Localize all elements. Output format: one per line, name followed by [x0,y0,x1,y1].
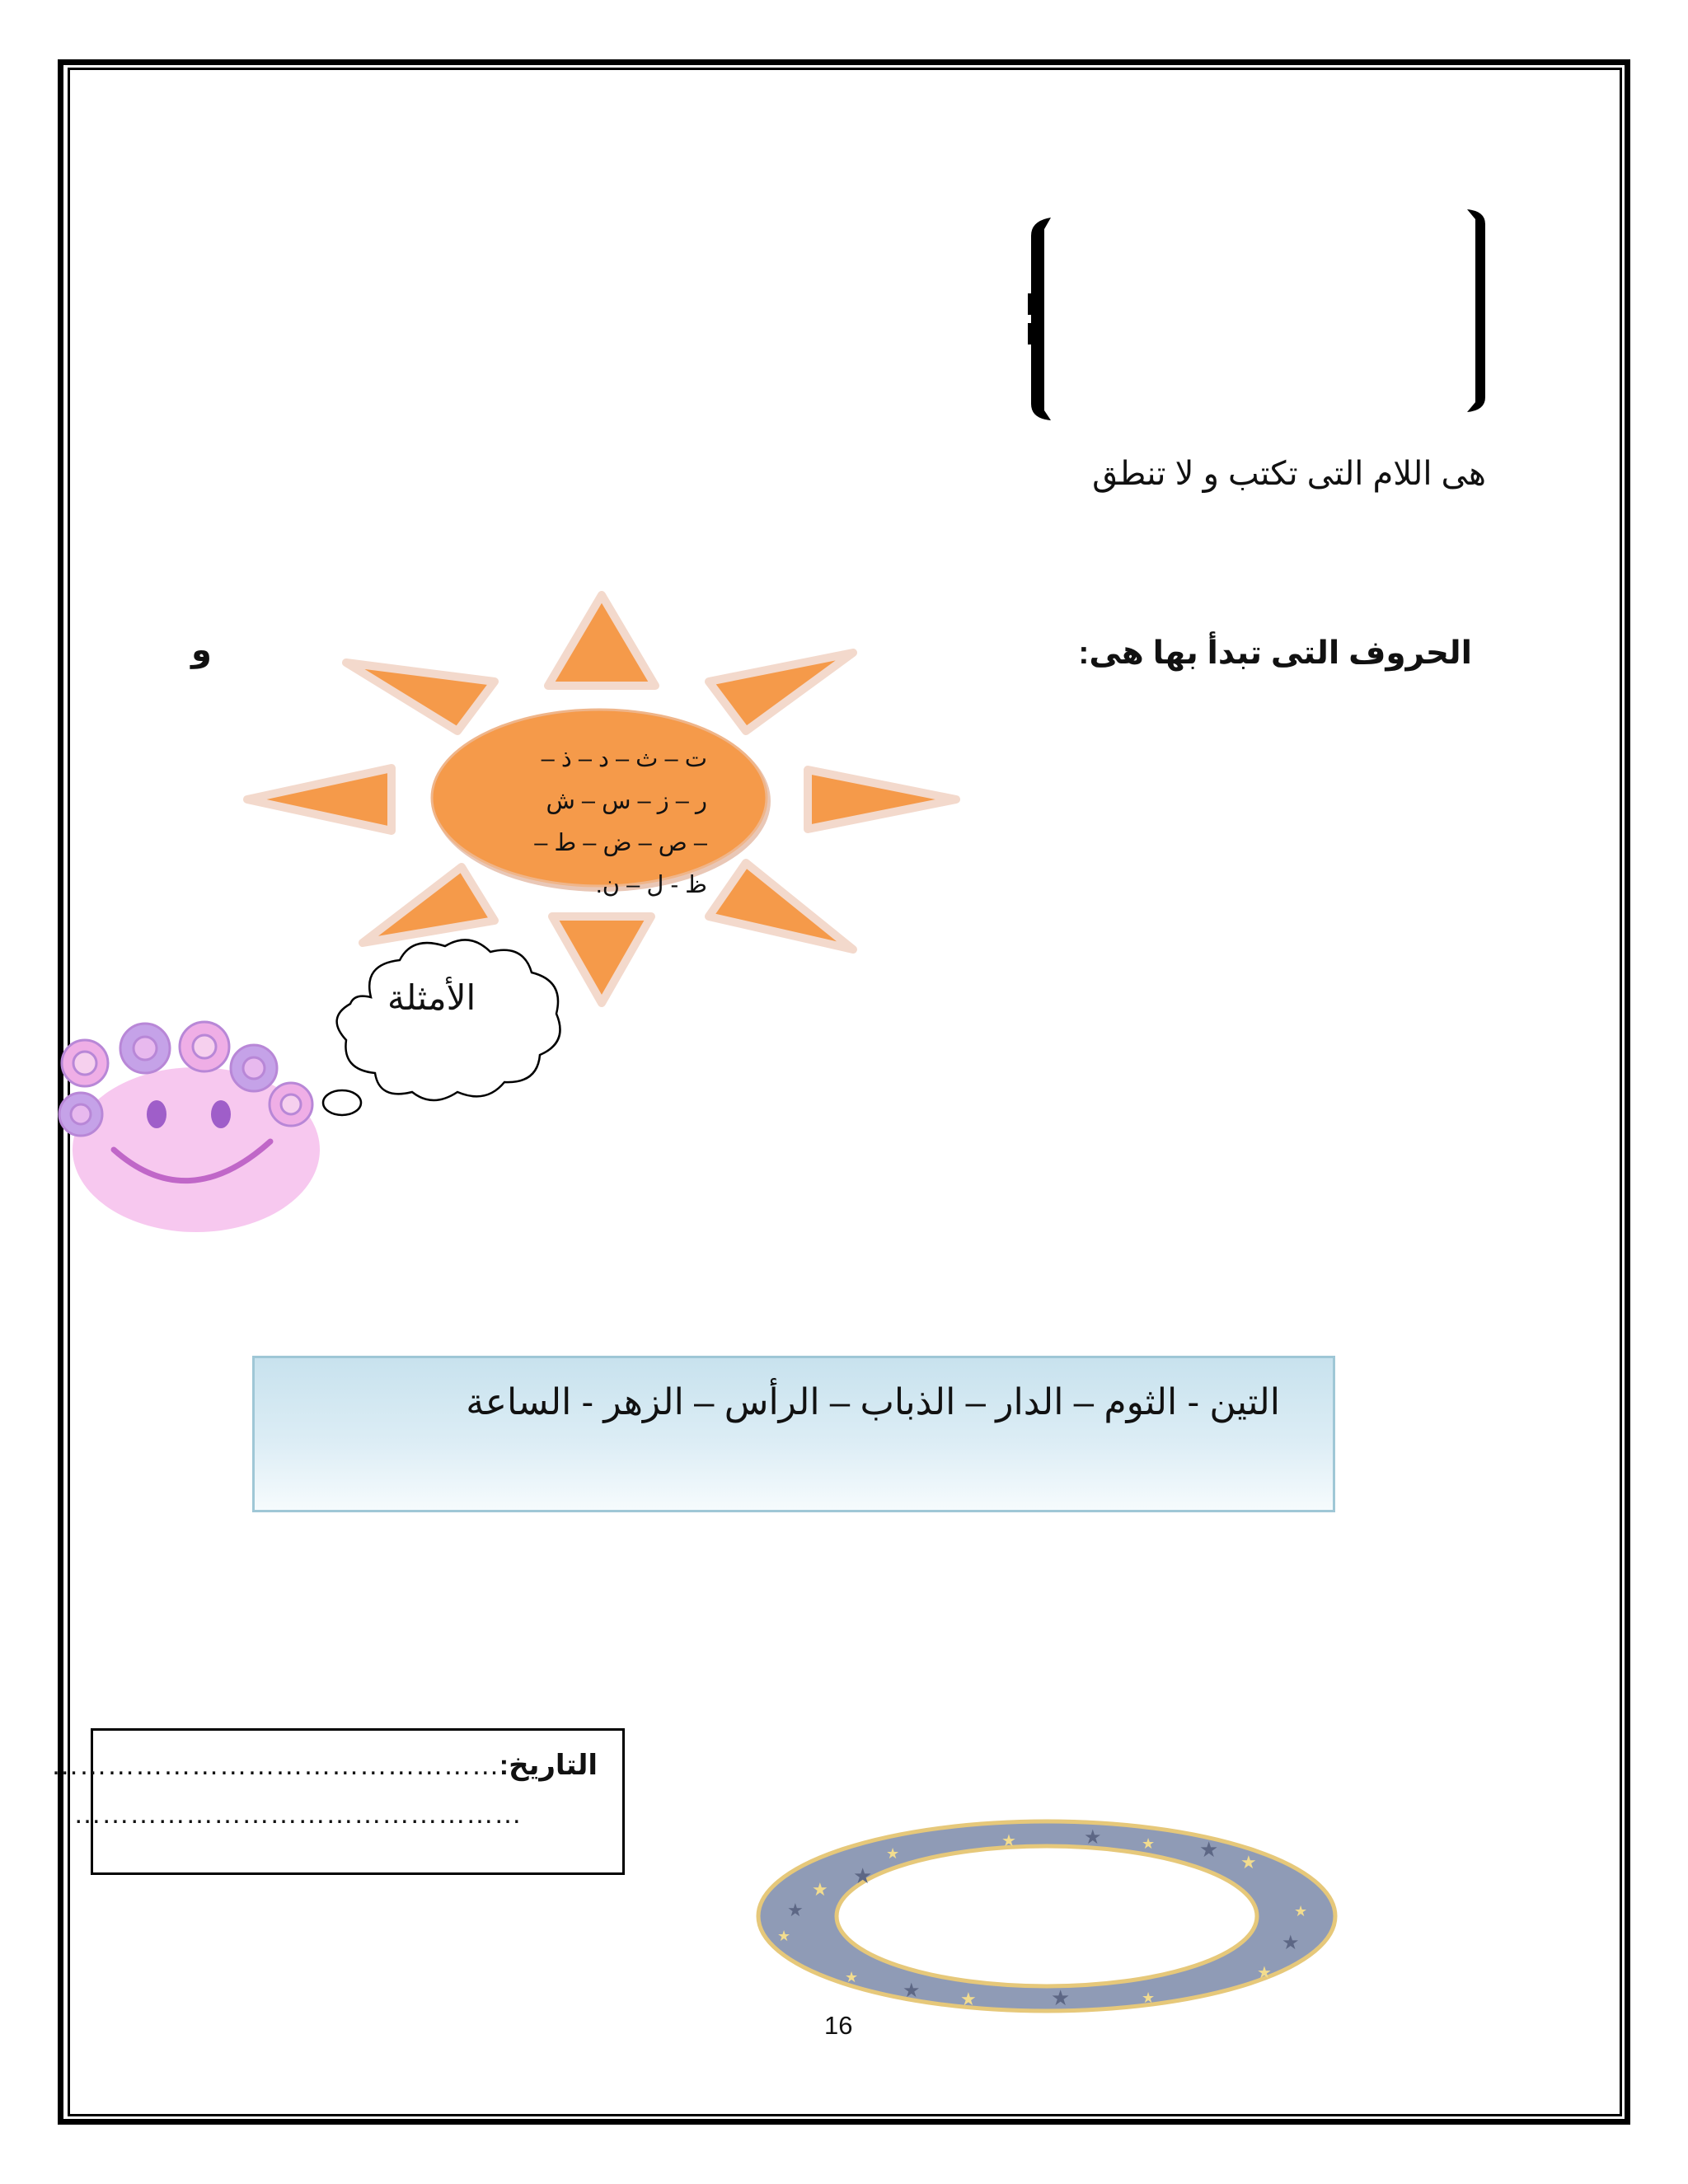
date-box [50,1728,625,1875]
examples-box [252,1356,1335,1512]
cloud-label: الأمثلة [387,978,476,1017]
svg-text:★: ★ [812,1879,828,1900]
date-label: التاريخ: [499,1750,598,1781]
smiley-face-icon [48,1014,328,1236]
sun-letters-line: ر – ز – س – ش [546,788,707,814]
sun-letters-line: ظ - ل – ن. [595,872,707,898]
svg-text:★: ★ [1240,1852,1257,1872]
svg-text:★: ★ [903,1980,921,2002]
sun-ray [247,768,392,831]
svg-text:★: ★ [1142,1835,1156,1852]
star-ring-frame [754,1817,1339,2015]
date-dots: ………………………………………… [50,1750,499,1781]
sun-ray [808,770,956,829]
svg-text:★: ★ [1199,1837,1219,1862]
svg-text:★: ★ [1084,1826,1102,1849]
examples-text: التين - الثوم – الدار – الذباب – الرأس – الزهر - الساعة [466,1382,1280,1422]
svg-text:★: ★ [1257,1964,1272,1982]
date-line [51,1749,598,1782]
date-dots-line: ………………………………………… [73,1798,522,1830]
svg-text:★: ★ [1001,1832,1016,1850]
thought-cloud [321,931,577,1162]
sun-letters-line: – ص – ض – ط – [534,830,707,856]
sun-ray [346,663,495,731]
letters-heading: الحروف التى تبدأ بها هى: [1078,635,1472,671]
svg-text:★: ★ [1282,1932,1300,1954]
sun-ray [709,653,853,731]
title-bracket-right [1464,208,1489,414]
waw-letter: و [191,632,212,668]
sun-ray [548,595,655,686]
svg-text:★: ★ [1142,1990,1156,2006]
page-number: 16 [824,2011,853,2040]
svg-text:★: ★ [853,1863,873,1888]
svg-text:★: ★ [886,1845,900,1862]
svg-text:★: ★ [777,1928,791,1944]
sun-ray [709,863,853,949]
svg-text:★: ★ [787,1900,804,1920]
svg-text:★: ★ [1294,1903,1308,1919]
svg-text:★: ★ [960,1989,977,2009]
svg-text:★: ★ [845,1969,859,1985]
svg-text:★: ★ [1051,1985,1071,2010]
definition-text: هى اللام التى تكتب و لا تنطق [1092,456,1486,492]
sun-letters-line: ت – ث – د – ذ – [541,746,707,772]
sun-letters [491,738,707,907]
title-bracket-left [1026,216,1067,422]
